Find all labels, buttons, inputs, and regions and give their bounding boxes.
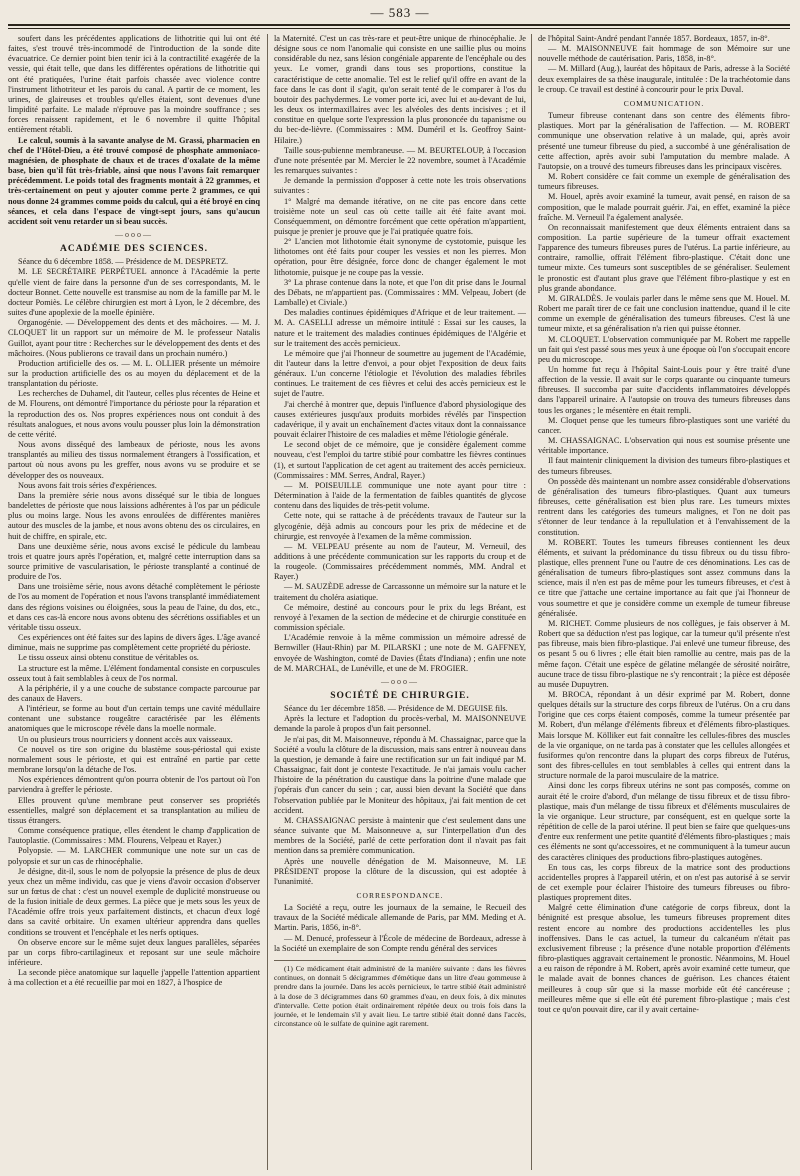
paragraph: Le tissu osseux ainsi obtenu constitue de véritables os.: [18, 653, 199, 663]
paragraph: soufert dans les précédentes applications de lithotritie qui lui ont été faites, s'est trouvé très-incommodé de l'introduction de la sonde dite évacuatrice. Ce dernier point bien tenir ici à la contractilité exagérée de la vessie, qui était telle, que dans les différentes opérations de lithotritie qui ont été pratiquées, l'urine était parfois chassée avec violence contre l'instrument lithotriteur et les parois du canal. A partir de ce moment, les urines, de glaireuses et troubles qu'elles étaient, sont devenues d'une limpidité parfaite. Le malade n'éprouve pas la moindre souffrance ; ses forces renaissent rapidement, et le 6 novembre il quitte l'hôpital entièrement rétabli.: [8, 34, 260, 135]
column-divider: [531, 34, 532, 1170]
paragraph: On observe encore sur le même sujet deux langues parallèles, séparées par un corps fibro-cartilagineux et reposant sur une seule mâchoire inférieure.: [8, 937, 260, 968]
subheading-communication: COMMUNICATION.: [623, 98, 705, 108]
paragraph: M. BROCA, répondant à un désir exprimé par M. Robert, donne quelques détails sur la structure des corps fibreux de l'utérus. On a cru dans l'origine que ces corps étaient composés, comme la tumeur présentée par M. Robert, d'un mélange d'éléments fibreux et d'éléments fibro-plastiques. Mais lorsque M. Kölliker eut fait connaître les cellules-fibres des muscles de la vie organique, on ne tarda pas à constater que les cellules allongées et fusiformes qu'on rencontre dans la plupart des corps fibreux de l'utérus, sont des fibres-cellules en tout semblables à celles qui entrent dans la structure normale de la paroi musculaire de la matrice.: [538, 690, 790, 781]
paragraph: On reconnaissait manifestement que deux éléments entraient dans sa composition. La partie supérieure de la tumeur offrait exactement l'apparence des tumeurs fibreuses pures de l'utérus. La partie inférieure, au contraire, ramollie, offrait l'élément fibro-plastique. C'était donc une tumeur mixte. Ces tumeurs sont susceptibles de se généraliser. Seulement le pronostic est d'autant plus grave que l'élément fibro-plastique y est en plus grande abondance.: [538, 222, 790, 293]
paragraph: La Société a reçu, outre les journaux de la semaine, le Recueil des travaux de la Société médicale allemande de Paris, par MM. Meding et A. Martin. Paris, 1856, in-8°.: [274, 903, 526, 933]
paragraph: Le calcul, soumis à la savante analyse de M. Grassi, pharmacien en chef de l'Hôtel-Dieu, a été trouvé composé de phosphate ammoniaco-magnésien, de phosphate de chaux et de traces d'oxalate de la même base, bien qu'il fût très-friable, ainsi que nous l'avons fait remarquer précédemment. Le poids total des fragments montait à 22 grammes, et très-certainement on peut y ajouter comme perte 2 grammes, ce qui nous donne 24 grammes comme poids du calcul, qui a été broyé en cinq séances, et cela dans l'espace de vingt-sept jours, sans qu'aucun accident soit venu retarder un si beau succès.: [8, 135, 260, 226]
paragraph: Malgré cette élimination d'une catégorie de corps fibreux, dont la bénignité est presque absolue, les tumeurs fibreuses proprement dites restent encore au nombre des productions accidentelles les plus inoffensives. Dans le cas actuel, la tumeur du calcanéum n'était pas exclusivement fibreuse ; la présence d'une notable proportion d'éléments fibro-plastiques aggravait certainement le pronostic. Néanmoins, M. Houel a eu raison de répondre à M. Robert, après avoir examiné cette tumeur, que le malade avait de bonnes chances de guérison. Les chances étaient meilleures à coup sûr que si la masse morbide eût été cancéreuse ; meilleures même que si elle eût été purement fibro-plastique ; mais c'est tout ce qu'on pouvait dire, car il y avait certaine-: [538, 903, 790, 1014]
paragraph: Elles prouvent qu'une membrane peut conserver ses propriétés essentielles, malgré son déplacement et sa transplantation au milieu de tissus étrangers.: [8, 795, 260, 825]
column-left: [8, 34, 260, 1170]
paragraph: On possède dès maintenant un nombre assez considérable d'observations de généralisation des tumeurs fibro-plastiques. Quant aux tumeurs fibreuses, cette généralisation est bien plus rare. Les tumeurs mixtes rentrent dans les catégories des tumeurs malignes, et l'on ne doit pas s'étonner de leur tendance à la repullulation et à l'envahissement de la constitution.: [538, 476, 790, 537]
paragraph: Nous avons disséqué des lambeaux de périoste, nous les avons transplantés au milieu des tissus normalement étrangers à l'ossification, et partout où nous avons pu les greffer, nous avons vu se produire et se développer des os nouveaux.: [8, 440, 260, 480]
paragraph: Polyopsie. — M. LARCHER communique une note sur un cas de polyopsie et sur un cas de rhinocéphalie.: [8, 846, 260, 866]
paragraph: de l'hôpital Saint-André pendant l'année 1857. Bordeaux, 1857, in-8°.: [538, 34, 770, 43]
paragraph: Je désigne, dit-il, sous le nom de polyopsie la présence de plus de deux yeux chez un même individu, cas que je viens d'avoir occasion d'observer sur un fœtus de chat : c'est un nouvel exemple de duplicité monstrueuse ou de la fusion initiale de deux germes. La pièce que je mets sous les yeux de l'Académie offre trois yeux parfaitement distincts, et chacun d'eux logé dans sa cavité orbitaire. Un examen ultérieur apprendra dans quelles conditions se trouvent et l'encéphale et les nerfs optiques.: [8, 866, 260, 937]
ornament-divider: —ooo—: [115, 229, 153, 239]
paragraph: La seconde pièce anatomique sur laquelle j'appelle l'attention appartient à ma collection et a été recueillie par moi en 1827, à l'hospice de: [8, 968, 260, 988]
paragraph: — M. SAUZÈDE adresse de Carcassonne un mémoire sur la nature et le traitement du choléra asiatique.: [274, 582, 526, 602]
paragraph: Le second objet de ce mémoire, que je considère également comme nouveau, c'est l'emploi du tartre stibié pour combattre les fièvres continues (1), et surtout l'application de cet agent au traitement des accès pernicieux. (Commissaires : MM. Serres, Andral, Rayer.): [274, 440, 526, 480]
paragraph: 1° Malgré ma demande itérative, on ne cite pas encore dans cette troisième note un seul cas où cette taille ait été faite avant moi. Conséquemment, on démontre forcément que cette opération m'appartient, puisque je prenier je prouve que je l'ai pratiquée quatre fois.: [274, 196, 526, 236]
paragraph: Ce mémoire, destiné au concours pour le prix du legs Bréant, est renvoyé à l'examen de la section de médecine et de chirurgie constituée en commission spéciale.: [274, 602, 526, 633]
column-middle: [274, 34, 526, 1170]
paragraph: L'Académie renvoie à la même commission un mémoire adressé de Bernwiller (Haut-Rhin) par M. PILARSKI ; une note de M. GAFFNEY, envoyée de Washington, comté de Davies (États d'Indiana) ; enfin une note de M. MARCHAL, de Lunéville, et une de M. FROGIER.: [274, 633, 526, 673]
session-line: Séance du 6 décembre 1858. — Présidence de M. DESPRETZ.: [18, 257, 229, 267]
paragraph: M. CHASSAIGNAC persiste à maintenir que c'est seulement dans une séance suivante que M. Maisonneuve a, sur l'interpellation d'un des membres de la Société, parlé de cette perforation dont il n'avait pas fait mention dans sa première communication.: [274, 815, 526, 856]
paragraph: Nos expériences démontrent qu'on pourra obtenir de l'os partout où l'on parviendra à greffer le périoste.: [8, 775, 260, 795]
paragraph: Un ou plusieurs trous nourriciers y donnent accès aux vaisseaux.: [18, 734, 233, 744]
paragraph: — M. Denucé, professeur à l'École de médecine de Bordeaux, adresse à la Société un exemplaire de son Compte rendu général des services: [274, 933, 526, 953]
paragraph: M. RICHET. Comme plusieurs de nos collègues, je fais observer à M. Robert que sa déduction n'est pas logique, car la tumeur qu'il présente n'est pas fibreuse, mais bien fibro-plastique. J'ai enlevé une tumeur fibreuse, des os pesant 5 ou 6 livres ; elle était bien ramollie au centre, mais pas de la même façon. C'était une espèce de gélatine mélangée de sérosité noirâtre, aucune trace de tissu fibro-plastique ne s'y rencontrait ; la pièce est déposée au musée Dupuytren.: [538, 618, 790, 689]
paragraph: Je n'ai pas, dit M. Maisonneuve, répondu à M. Chassaignac, parce que la Société a voulu la clôture de la discussion, mais sans entrer à nouveau dans la question, je demande à faire une rectification sur un fait indiqué par M. Chassaignac, fait dont je conteste l'exactitude. Je n'ai jamais voulu cacher l'histoire de la pénétration du caustique dans la poitrine d'une malade que j'opérais d'un cancer du sein ; car, aussi bien devant la Société que dans l'observation publiée par le Moniteur des hôpitaux, j'ai fait mention de cet accident.: [274, 734, 526, 815]
section-heading-chirurgie: SOCIÉTÉ DE CHIRURGIE.: [330, 691, 470, 701]
paragraph: M. Robert considère ce fait comme un exemple de généralisation des tumeurs fibreuses.: [538, 172, 790, 192]
session-line: Séance du 1er décembre 1858. — Présidence de M. DEGUISE fils.: [284, 704, 508, 714]
column-divider: [267, 34, 268, 1170]
paragraph: Dans la première série nous avons disséqué sur le tibia de longues bandelettes de périoste que nous laissions adhérentes à l'os par un pédicule plus ou moins large. Nous les avons enroulées de différentes manières autour des muscles de la jambe, et nous avons obtenu des os circulaires, en huit de chiffre, en spirale, etc.: [8, 490, 260, 541]
paragraph: Des maladies continues épidémiques d'Afrique et de leur traitement. — M. A. CASELLI adresse un mémoire intitulé : Essai sur les causes, la nature et le traitement des maladies continues épidémiques de l'Algérie et sur le traitement des accès pernicieux.: [274, 308, 526, 348]
paragraph: Tumeur fibreuse contenant dans son centre des éléments fibro-plastiques. Mort par la généralisation de l'affection. — M. ROBERT communique une observation relative à un malade, qui, après avoir présenté une tumeur fibreuse du pied, a succombé à une généralisation de cette affection, après avoir subi l'amputation du membre malade. A l'autopsie, on a trouvé des tumeurs fibreuses dans les principaux viscères.: [538, 111, 790, 171]
paragraph: M. ROBERT. Toutes les tumeurs fibreuses contiennent les deux éléments, et suivant la prédominance du tissu fibreux ou du tissu fibro-plastique, elles prennent l'une ou l'autre de ces dénominations. Les cas de généralisation de tumeurs fibro-plastiques sont assez communs dans la science, mais il n'en est pas de même pour les tumeurs fibreuses, et c'est à ce titre que j'attache une certaine importance au fait que j'ai l'honneur de vous soumettre et que je considère comme un exemple de tumeur fibreuse généralisée.: [538, 537, 790, 618]
paragraph: — M. MAISONNEUVE fait hommage de son Mémoire sur une nouvelle méthode de cautérisation. Paris, 1858, in-8°.: [538, 44, 790, 64]
header-rule-thin: [8, 28, 790, 29]
paragraph: M. CHASSAIGNAC. L'observation qui nous est soumise présente une véritable importance.: [538, 436, 790, 456]
paragraph: M. Cloquet pense que les tumeurs fibro-plastiques sont une variété du cancer.: [538, 415, 790, 435]
paragraph: 3° La phrase contenue dans la note, et que l'on dit prise dans le Journal des Débats, ne m'appartient pas. (Commissaires : MM. Velpeau, Jobert (de Lamballe) et Civiale.): [274, 277, 526, 308]
paragraph: la Maternité. C'est un cas très-rare et peut-être unique de rhinocéphalie. Je désigne sous ce nom l'anomalie qui consiste en une saillie plus ou moins considérable du nez, sans lésion congéniale apparente de l'encéphale ou des yeux. Le vomer, grandi dans tous ses proportions, constitue la caractéristique de cette anomalie. Tel est le relief qu'il offre en avant de la face dans le cas dont il s'agit, qu'on serait tenté de le comparer à l'os du boutoir des pachydermes. Le vomer porte ici, avec lui et au-devant de lui, les deux os intermaxillaires avec les alvéoles des dents incisives ; et il constitue en quelque sorte l'expression la plus prononcée du tapanisme ou du bec-de-lièvre. (Commissaires : MM. Duméril et Is. Geoffroy Saint-Hilaire.): [274, 34, 526, 145]
paragraph: M. CLOQUET. L'observation communiquée par M. Robert me rappelle un fait qui s'est passé sous mes yeux à une époque où l'on s'occupait encore peu du microscope.: [538, 334, 790, 364]
paragraph: La structure est la même. L'élément fondamental consiste en corpuscules osseux tout à fait semblables à ceux de l'os normal.: [8, 663, 260, 683]
column-right: [538, 34, 790, 1170]
paragraph: M. LE SECRÉTAIRE PERPÉTUEL annonce à l'Académie la perte qu'elle vient de faire dans la personne d'un de ses correspondants, M. le docteur Bonnet. Cette nouvelle est transmise au nom de la famille par M. le docteur Pomiès. Le célèbre chirurgien est mort à Lyon, le 2 décembre, des suites d'une apoplexie de la moelle épinière.: [8, 267, 260, 318]
ornament-divider: —ooo—: [381, 676, 419, 686]
paragraph: M. GIRALDÈS. Je voulais parler dans le même sens que M. Houel. M. Robert me paraît tirer de ce fait une conclusion inattendue, quand il le cite comme un exemple de généralisation des tumeurs fibreuses. C'est là une tumeur mixte, et sa généralisation n'a rien qui puisse étonner.: [538, 293, 790, 334]
paragraph: Un homme fut reçu à l'hôpital Saint-Louis pour y être traité d'une affection de la vessie. Il avait sur le corps quarante ou cinquante tumeurs fibreuses. Il succomba par suite d'accidents inflammatoires développés dans l'appareil urinaire. A l'autopsie on trouva des tumeurs fibreuses dans tous les organes ; le mésentère en était rempli.: [538, 365, 790, 415]
section-heading-academie: ACADÉMIE DES SCIENCES.: [60, 244, 208, 255]
paragraph: En tous cas, les corps fibreux de la matrice sont des productions accidentelles propres à l'appareil utérin, et on n'est pas autorisé à se servir de cet exemple pour éclairer l'histoire des tumeurs fibreuses ou fibro-plastiques proprement dites.: [538, 862, 790, 903]
paragraph: 2° L'ancien mot lithotomie était synonyme de cystotomie, puisque les lithotomes ont été faits pour couper les vessies et non les pierres. Mon opération, pour être désignée, force donc de changer également le mot lithotomie, puisque je ne coupe pas la vessie.: [274, 237, 526, 277]
paragraph: Le mémoire que j'ai l'honneur de soumettre au jugement de l'Académie, dit l'auteur dans la lettre d'envoi, a pour objet l'exposition de deux faits généraux. L'un concerne l'étiologie et l'évolution des maladies fébriles continues. Le traitement de ces fièvres et celui des accès pernicieux est le sujet de l'autre.: [274, 348, 526, 399]
paragraph: Organogénie. — Développement des dents et des mâchoires. — M. J. CLOQUET lit un rapport sur un mémoire de M. le professeur Natalis Guillot, ayant pour titre : Recherches sur le développement des dents et des mâchoires. (Nous publierons ce travail dans un prochain numéro.): [8, 318, 260, 358]
paragraph: A l'intérieur, se forme au bout d'un certain temps une cavité médullaire contenant une substance rougeâtre caractérisée par les éléments anatomiques que le microscope révèle dans la moelle normale.: [8, 704, 260, 734]
paragraph: — M. VELPEAU présente au nom de l'auteur, M. Verneuil, des additions à une précédente communication sur les rapports du croup et de la rougeole. (Commissaires précédemment nommés, MM. Andral et Rayer.): [274, 541, 526, 582]
paragraph: Cette note, qui se rattache à de précédents travaux de l'auteur sur la glycogénie, déjà admis au concours pour les prix de médecine et de chirurgie, est renvoyée à l'examen de la même commission.: [274, 511, 526, 541]
paragraph: A la périphérie, il y a une couche de substance compacte parcourue par des canaux de Havers.: [8, 683, 260, 703]
paragraph: — M. Millard (Aug.), lauréat des hôpitaux de Paris, adresse à la Société deux exemplaires de sa thèse inaugurale, intitulée : De la trachéotomie dans le croup. Ce travail est destiné à concourir pour le prix Duval.: [538, 64, 790, 94]
paragraph: Après la lecture et l'adoption du procès-verbal, M. MAISONNEUVE demande la parole à propos d'un fait personnel.: [274, 714, 526, 734]
paragraph: J'ai cherché à montrer que, depuis l'influence d'abord physiologique des causes extérieures jusqu'aux produits morbides révélés par l'inspection cadavérique, il y avait un enchaînement d'actes vitaux dont la connaissance pouvait éclairer l'histoire de ces maladies et même l'étiologie générale.: [274, 399, 526, 440]
paragraph: — M. POISEUILLE communique une note ayant pour titre : Détermination à l'aide de la fermentation de faibles quantités de glycose contenu dans des liquides de très-petit volume.: [274, 480, 526, 511]
paragraph: M. Houel, après avoir examiné la tumeur, avait pensé, en raison de sa composition, que le malade pourrait guérir. J'ai, en effet, examiné la pièce fraîche. M. Verneuil l'a également analysée.: [538, 192, 790, 222]
paragraph: Ce nouvel os tire son origine du blastème sous-périostal qui existe normalement sous le périoste, et qui est entraîné en partie par cette membrane lorsqu'on la détache de l'os.: [8, 744, 260, 775]
paragraph: Dans une troisième série, nous avons détaché complètement le périoste de l'os au moment de l'opération et nous l'avons transplanté immédiatement dans des régions voisines ou éloignées, sous la peau de l'aine, du dos, etc., et dans ces cas-là encore nous avons obtenu des sécrétions ossifiables et un véritable tissu osseux.: [8, 582, 260, 632]
paragraph: Taille sous-pubienne membraneuse. — M. BEURTELOUP, à l'occasion d'une note présentée par M. Mercier le 22 novembre, soumet à l'Académie les remarques suivantes :: [274, 145, 526, 176]
subheading-correspondance: CORRESPONDANCE.: [356, 890, 444, 900]
page-number: — 583 —: [370, 5, 430, 20]
paragraph: Ainsi donc les corps fibreux utérins ne sont pas composés, comme on aurait été le croire d'abord, d'un mélange de tissu fibreux et de tissu fibro-plastique, mais d'un mélange de tissu fibreux et d'éléments musculaires de la vie organique. Leur structure, par conséquent, est en quelque sorte la répétition de celle de la paroi utérine. Il peut bien se faire que quelques-uns d'entre eux renferment une petite quantité d'éléments fibro-plastiques ; mais ces éléments ne sont qu'accessoires, et ne communiquent à la tumeur aucun des caractères cliniques des productions fibro-plastiques autogènes.: [538, 781, 790, 862]
paragraph: Je demande la permission d'opposer à cette note les trois observations suivantes :: [274, 176, 526, 196]
paragraph: Comme conséquence pratique, elles étendent le champ d'application de l'autoplastie. (Commissaires : MM. Flourens, Velpeau et Rayer.): [8, 826, 260, 846]
paragraph: Nous avons fait trois séries d'expériences.: [18, 480, 157, 490]
footnote: (1) Ce médicament était administré de la manière suivante : dans les fièvres continues, on donnait 5 décigrammes d'émétique dans un litre d'eau gommeuse à prendre dans la journée. Dans les accès pernicieux, le tartre stibié était administré à la dose de 3 décigrammes dans 60 grammes d'eau, en deux fois, à dix minutes d'intervalle. Cette potion était ordinairement répétée deux ou trois fois dans la journée, et le lendemain s'il y avait lieu. Le tartre stibié était donné dans l'accès, circonstance où le sulfate de quinine agit rarement.: [274, 960, 526, 1028]
paragraph: Ces expériences ont été faites sur des lapins de divers âges. L'âge avancé diminue, mais ne supprime pas complètement cette propriété du périoste.: [8, 633, 260, 653]
paragraph: Les recherches de Duhamel, dit l'auteur, celles plus récentes de Heine et de M. Flourens, ont démontré l'importance du périoste pour la réparation et la reproduction des os. Nos propres expériences nous ont conduit à des résultats analogues, et nous avons voulu pousser plus loin la démonstration de cette vérité.: [8, 389, 260, 439]
paragraph: Il faut maintenir cliniquement la division des tumeurs fibro-plastiques et des tumeurs fibreuses.: [538, 456, 790, 476]
paragraph: Après une nouvelle dénégation de M. Maisonneuve, M. LE PRÉSIDENT propose la clôture de la discussion, qui est adoptée à l'unanimité.: [274, 856, 526, 886]
header-rule: [8, 24, 790, 26]
paragraph: Production artificielle des os. — M. L. OLLIER présente un mémoire sur la production artificielle des os au moyen du déplacement et de la transplantation du périoste.: [8, 358, 260, 389]
paragraph: Dans une deuxième série, nous avons excisé le pédicule du lambeau trois et quatre jours après l'opération, et, malgré cette interruption dans sa source primitive de vascularisation, le périoste transplanté a continué de produire de l'os.: [8, 541, 260, 582]
